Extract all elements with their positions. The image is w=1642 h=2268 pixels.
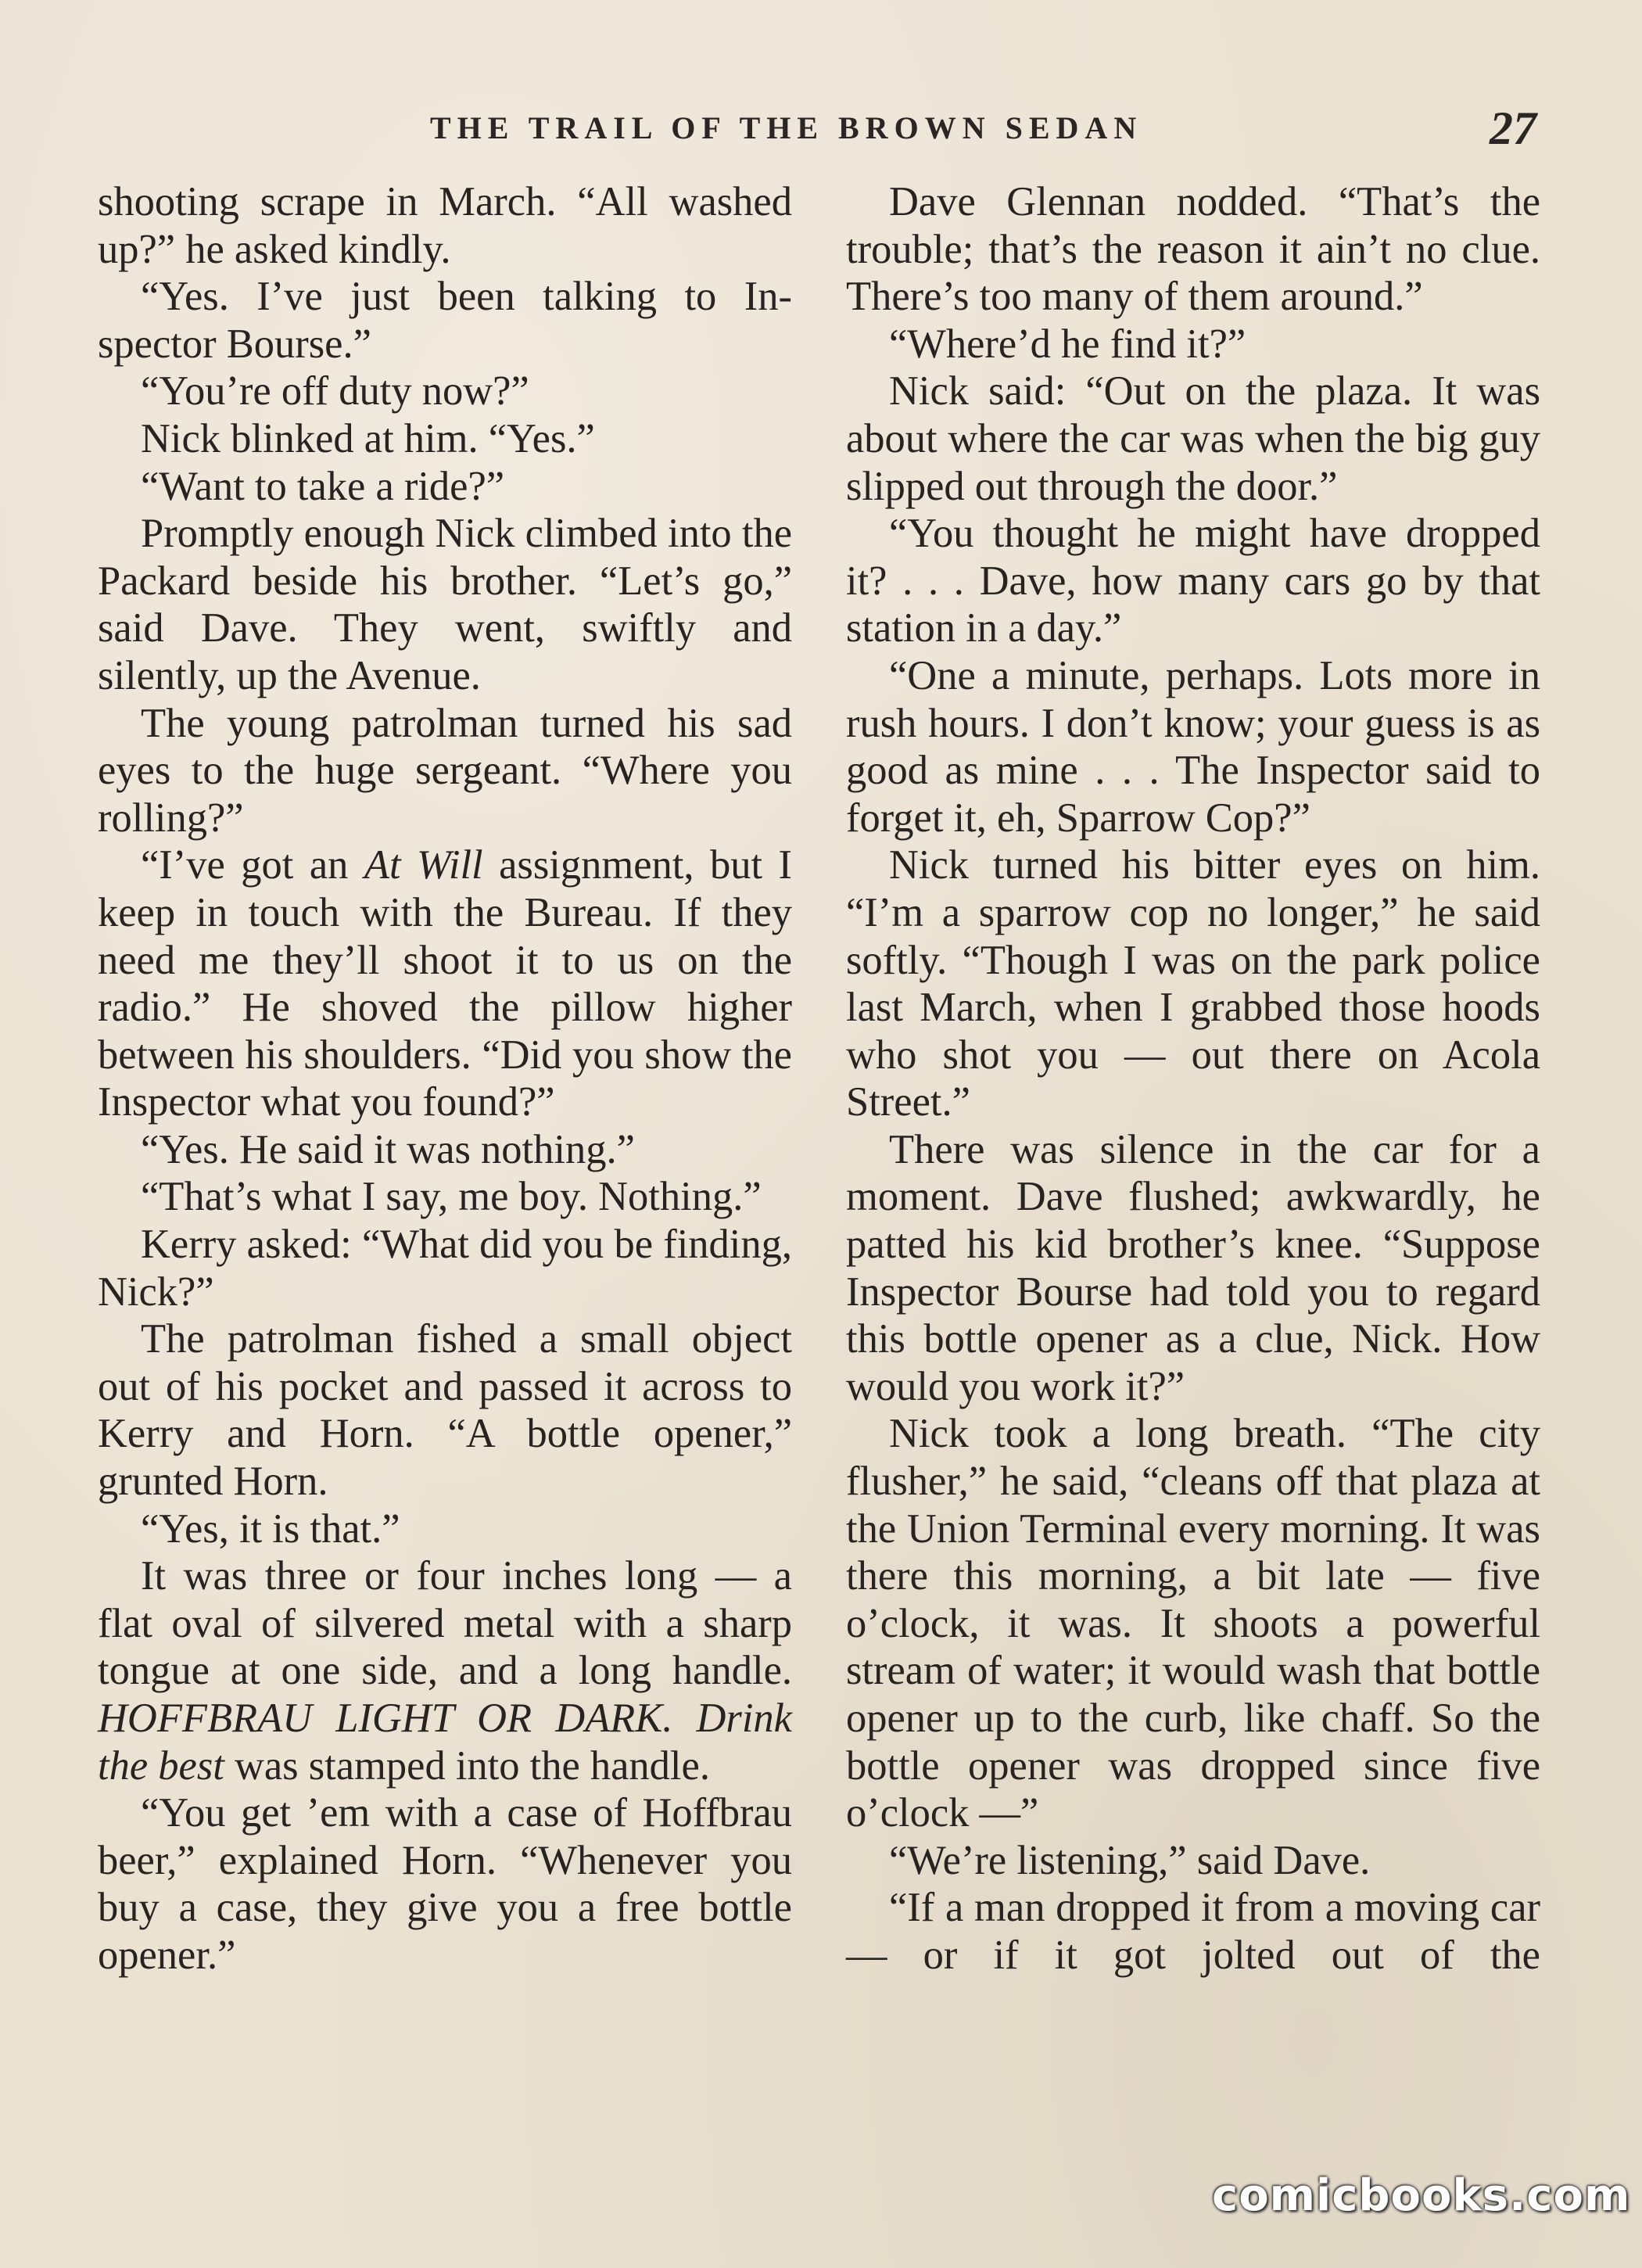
paragraph: “That’s what I say, me boy. Nothing.” bbox=[141, 1174, 762, 1220]
text-run: was stamped into the handle. bbox=[224, 1742, 710, 1789]
paragraph: Nick blinked at him. “Yes.” bbox=[141, 415, 595, 461]
paragraph: Dave Glennan nodded. “That’s the trouble; that’s the reason it ain’t no clue. There’s too many of them around.” bbox=[846, 179, 1540, 320]
paragraph: The young patrolman turned his sad eyes to the huge sergeant. “Where you rolling?” bbox=[98, 700, 792, 841]
paragraph: “Yes, it is that.” bbox=[141, 1505, 400, 1552]
paragraph: Nick took a long breath. “The city flusher,” he said, “cleans off that plaza at the Union Terminal every morning. It was there this morning, a bit late — five o’clock, it was. It shoots a powerful stream of water; it would wash that bottle opener up to the curb, like chaff. So the bottle opener was dropped since five o’clock —” bbox=[846, 1411, 1540, 1836]
paragraph: “You get ’em with a case of Hoffbrau beer,” explained Horn. “Whenever you buy a case, they give you a free bottle opener.” bbox=[98, 1790, 792, 1978]
paragraph: “Yes. I’ve just been talking to Inspector Bourse.” bbox=[98, 274, 792, 367]
paragraph: “One a minute, perhaps. Lots more in rush hours. I don’t know; your guess is as good as mine . . . The Inspector said to forget it, eh, Sparrow Cop?” bbox=[846, 652, 1540, 841]
paragraph: “We’re listening,” said Dave. bbox=[889, 1837, 1371, 1883]
left-column bbox=[98, 178, 792, 1979]
text-run: It was three or four inches long — a flat oval of silvered metal with a sharp tongue at one side, and a long handle. bbox=[98, 1553, 792, 1694]
paragraph: “Where’d he find it?” bbox=[889, 321, 1246, 367]
paragraph bbox=[98, 1552, 792, 1789]
paragraph: There was silence in the car for a moment. Dave flushed; awkwardly, he patted his kid brother’s knee. “Suppose Inspector Bourse had told you to regard this bottle opener as a clue, Nick. How would you work it?” bbox=[846, 1126, 1540, 1409]
paragraph: “Want to take a ride?” bbox=[141, 463, 505, 509]
paragraph: Nick turned his bitter eyes on him. “I’m a sparrow cop no longer,” he said softly. “Though I was on the park police last March, when I grabbed those hoods who shot you — out there on Acola Street.” bbox=[846, 842, 1540, 1125]
paragraph: “If a man dropped it from a moving car — or if it got jolted out of the bbox=[846, 1885, 1540, 1978]
text-run: assignment, but I keep in touch with the Bureau. If they need me they’ll shoot it to us on the radio.” He shoved the pillow higher between his shoulders. “Did you show the Inspector what you found?” bbox=[98, 842, 793, 1125]
paragraph: “You thought he might have dropped it? . . . Dave, how many cars go by that station in a day.” bbox=[846, 511, 1540, 651]
paragraph: The patrolman fished a small object out of his pocket and passed it across to Kerry and Horn. “A bottle opener,” grunted Horn. bbox=[98, 1316, 792, 1505]
emphasis: At Will bbox=[364, 842, 483, 888]
paragraph: “You’re off duty now?” bbox=[141, 368, 529, 414]
paragraph bbox=[98, 842, 792, 1126]
right-column bbox=[846, 178, 1540, 1979]
page-header bbox=[0, 102, 1642, 156]
emphasis: HOFFBRAU LIGHT OR DARK. Drink the best bbox=[98, 1696, 792, 1789]
text-run: “I’ve got an bbox=[141, 842, 364, 888]
paragraph: “Yes. He said it was nothing.” bbox=[141, 1126, 635, 1172]
page-number: 27 bbox=[1490, 102, 1536, 154]
running-title: THE TRAIL OF THE BROWN SEDAN bbox=[430, 110, 1143, 145]
site-watermark: comicbooks.com bbox=[1212, 2170, 1631, 2221]
paragraph: Promptly enough Nick climbed into the Packard beside his brother. “Let’s go,” said Dave. They went, swiftly and silently, up the Avenue. bbox=[98, 511, 792, 698]
paragraph: Nick said: “Out on the plaza. It was about where the car was when the big guy slipped out through the door.” bbox=[846, 368, 1540, 509]
paragraph: Kerry asked: “What did you be finding, Nick?” bbox=[98, 1222, 792, 1315]
paragraph: shooting scrape in March. “All washed up?” he asked kindly. bbox=[98, 179, 792, 272]
